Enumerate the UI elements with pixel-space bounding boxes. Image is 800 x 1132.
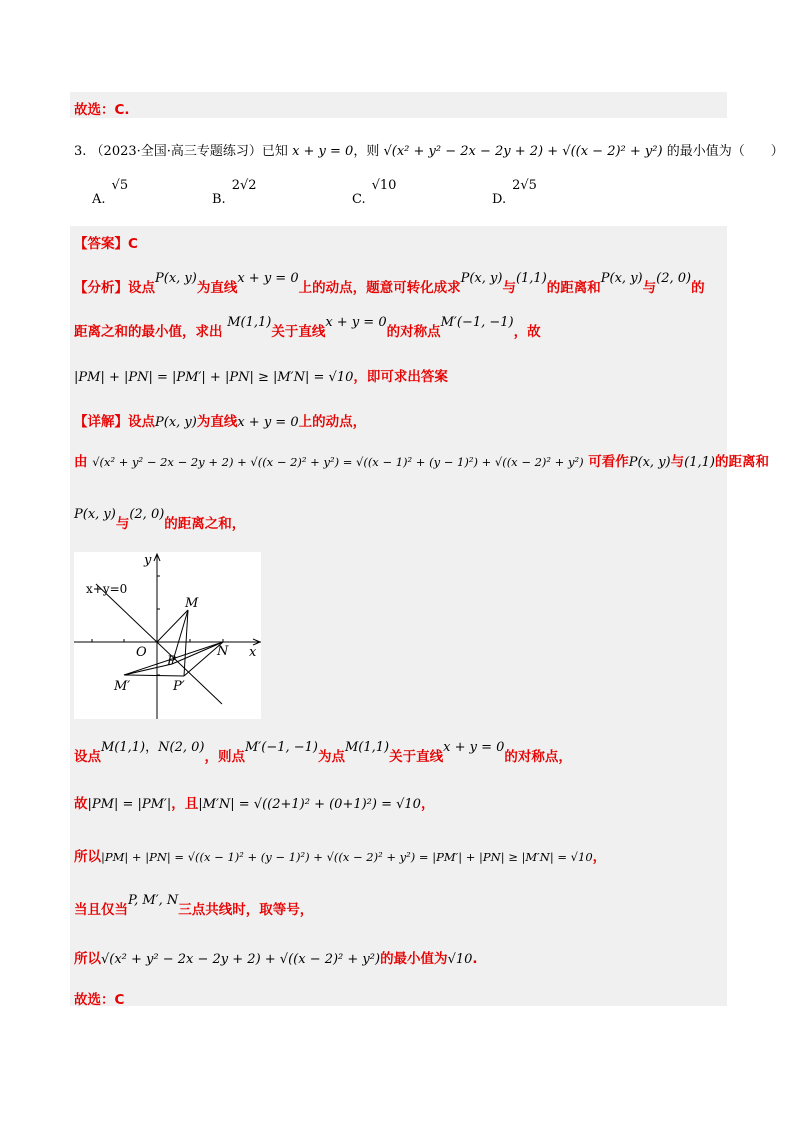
detail-t23: 的最小值为 (380, 951, 448, 967)
detail-t14: 的对称点， (504, 749, 572, 765)
detail-t20: 当且仅当 (74, 902, 128, 918)
detail-line-eq-2: x + y = 0 (443, 740, 505, 755)
graph-p-label: P (167, 654, 176, 669)
detail-line-6 (74, 845, 606, 865)
detail-point-m-prime: M′(−1, −1) (244, 740, 318, 755)
detail-t5: 可看作 (588, 454, 629, 470)
detail-tag: 【详解】 (74, 414, 128, 430)
graph-p-prime-label: P′ (173, 679, 185, 694)
option-a-label: A. (92, 192, 106, 207)
analysis-point-p-3: P(x, y) (600, 271, 643, 286)
analysis-t2: 为直线 (196, 280, 238, 296)
segment-mp-p (124, 664, 172, 675)
question-stem-suffix: 的最小值为（ ） (666, 144, 784, 159)
detail-line-7 (74, 893, 314, 918)
header-choice: 故选：C. (74, 102, 130, 118)
option-b[interactable] (212, 178, 257, 207)
detail-point-p: P(x, y) (155, 415, 197, 430)
analysis-tag: 【分析】 (74, 280, 128, 296)
detail-line-5 (74, 792, 434, 812)
analysis-t4: 与 (502, 280, 516, 296)
detail-t2: 为直线 (196, 414, 238, 430)
detail-equation-4: |PM| + |PN| = √((x − 1)² + (y − 1)²) + √((x − 2)² + y²) = |PM′| + |PN| ≥ |M′N| = √10 (101, 850, 593, 864)
coordinate-graph (74, 552, 261, 719)
detail-t24: . (472, 951, 478, 967)
detail-equation: √(x² + y² − 2x − 2y + 2) + √((x − 2)² + y²) = √((x − 1)² + (y − 1)²) + √((x − 2)² + y²) (92, 455, 584, 469)
analysis-t5: 的距离和 (546, 280, 601, 296)
analysis-t10: 的对称点 (386, 324, 441, 340)
detail-point-2-0: (2, 0) (129, 507, 165, 522)
detail-t12: 为点 (317, 749, 345, 765)
segment-mp-pp (124, 675, 184, 676)
detail-t17: ， (420, 796, 435, 812)
option-c-value: √10 (371, 178, 397, 193)
detail-expression: √(x² + y² − 2x − 2y + 2) + √((x − 2)² + y²) (101, 952, 381, 967)
segment-pn (172, 642, 223, 664)
option-a-value: √5 (111, 178, 129, 193)
analysis-t8: 距离之和的最小值，求出 (74, 324, 223, 340)
analysis-t1: 设点 (128, 280, 155, 296)
graph-y-label: y (144, 553, 152, 568)
question-stem (74, 140, 784, 159)
question-expression: √(x² + y² − 2x − 2y + 2) + √((x − 2)² + y²) (383, 144, 663, 159)
detail-line-4 (74, 740, 572, 765)
question-number: 3. (74, 144, 87, 159)
analysis-line-eq-2: x + y = 0 (325, 315, 387, 330)
option-d-value: 2√5 (512, 178, 537, 193)
detail-min-value: √10 (447, 952, 473, 967)
detail-t10: 设点 (74, 749, 101, 765)
detail-comma: ， (145, 740, 159, 755)
detail-t16: ，且 (171, 796, 199, 812)
analysis-t7: 的 (691, 280, 705, 296)
detail-point-m: M(1,1) (101, 740, 146, 755)
detail-line-2 (74, 450, 769, 470)
analysis-line-1 (74, 271, 705, 296)
detail-equation-2: |PM| = |PM′| (87, 797, 172, 812)
option-b-value: 2√2 (231, 178, 257, 193)
final-choice: 故选：C (74, 992, 125, 1008)
question-stem-prefix: 已知 (261, 144, 288, 159)
detail-line-1 (74, 410, 366, 430)
detail-point-1-1: (1,1) (684, 455, 715, 470)
detail-point-m-2: M(1,1) (344, 740, 390, 755)
detail-t8: 与 (115, 516, 130, 532)
option-c[interactable] (352, 178, 397, 207)
analysis-point-p: P(x, y) (155, 271, 197, 286)
analysis-inequality: |PM| + |PN| = |PM′| + |PN| ≥ |M′N| = √10 (74, 370, 354, 385)
detail-t3: 上的动点， (298, 414, 367, 430)
analysis-t9: 关于直线 (271, 324, 326, 340)
detail-t9: 的距离之和， (164, 516, 246, 532)
analysis-point-p-2: P(x, y) (460, 271, 503, 286)
analysis-t12: ，即可求出答案 (353, 369, 448, 385)
analysis-point-1-1: (1,1) (515, 271, 547, 286)
graph-n-label: N (217, 644, 229, 659)
option-b-label: B. (212, 192, 226, 207)
detail-line-3 (74, 507, 246, 532)
detail-t22: 所以 (74, 951, 101, 967)
detail-t21: 三点共线时，取等号， (178, 902, 314, 918)
detail-t6: 与 (670, 454, 685, 470)
analysis-line-2 (74, 315, 541, 340)
option-d[interactable] (492, 178, 537, 207)
analysis-t3: 上的动点，题意可转化成求 (298, 280, 461, 296)
detail-equation-3: |M′N| = √((2+1)² + (0+1)²) = √10 (198, 797, 421, 812)
detail-t7: 的距离和 (714, 454, 769, 470)
detail-line-8 (74, 947, 478, 967)
analysis-t11: ，故 (513, 324, 541, 340)
graph-line-label: x+y=0 (86, 582, 128, 596)
option-d-label: D. (492, 192, 507, 207)
graph-svg (74, 552, 261, 719)
graph-m-label: M (185, 596, 199, 611)
analysis-point-2-0: (2, 0) (656, 271, 692, 286)
graph-m-prime-label: M′ (114, 679, 131, 694)
detail-point-n: N(2, 0) (158, 740, 205, 755)
detail-point-p-2: P(x, y) (628, 455, 671, 470)
detail-t18: 所以 (74, 849, 101, 865)
analysis-t6: 与 (642, 280, 657, 296)
graph-o-label: O (136, 645, 147, 660)
detail-t11: ，则点 (204, 749, 245, 765)
header-choice-band (70, 92, 727, 118)
detail-t1: 设点 (128, 414, 155, 430)
analysis-line-3 (74, 365, 448, 385)
detail-line-eq: x + y = 0 (237, 415, 299, 430)
question-condition: x + y = 0 (292, 144, 354, 159)
answer-tag: 【答案】C (74, 236, 138, 252)
analysis-point-m: M(1,1) (227, 315, 272, 330)
analysis-line-eq: x + y = 0 (237, 271, 299, 286)
detail-t13: 关于直线 (389, 749, 444, 765)
detail-collinear-points: P, M′, N (128, 893, 179, 908)
detail-t19: ， (592, 849, 607, 865)
option-c-label: C. (352, 192, 366, 207)
question-source: （2023·全国·高三专题练习） (90, 144, 262, 159)
detail-t4: 由 (74, 454, 88, 470)
detail-point-p-3: P(x, y) (74, 507, 116, 522)
option-a[interactable] (92, 178, 129, 207)
question-stem-middle: ，则 (353, 144, 380, 159)
detail-t15: 故 (74, 796, 88, 812)
analysis-point-m-prime: M′(−1, −1) (440, 315, 514, 330)
graph-x-label: x (249, 645, 257, 660)
